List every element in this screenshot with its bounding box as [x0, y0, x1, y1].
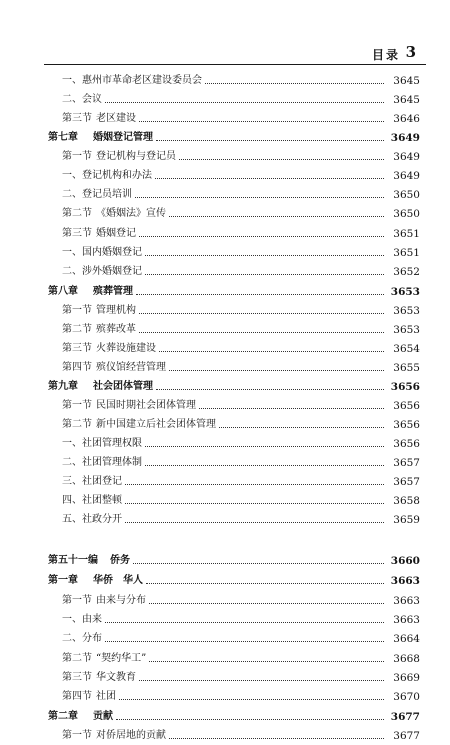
toc-entry-page: 3649: [390, 132, 420, 144]
dot-leader: [139, 313, 384, 314]
toc-entry-title: 老区建设: [96, 113, 136, 124]
toc-entry-page: 3651: [393, 247, 420, 259]
toc-entry[interactable]: [0, 416, 450, 434]
toc-entry-title: 二、涉外婚姻登记: [62, 266, 142, 277]
dot-leader: [145, 274, 384, 275]
dot-leader: [135, 197, 384, 198]
toc-entry-title: 贡献: [93, 711, 113, 722]
toc-entry-page: 3650: [393, 208, 420, 220]
dot-leader: [105, 102, 384, 103]
toc-entry-label: 第二章: [48, 711, 78, 722]
dot-leader: [145, 446, 384, 447]
toc-entry-page: 3649: [393, 170, 420, 182]
toc-entry[interactable]: [0, 110, 450, 128]
toc-entry[interactable]: [0, 205, 450, 223]
dot-leader: [116, 719, 384, 720]
toc-entry-page: 3654: [393, 343, 420, 355]
toc-entry-page: 3668: [393, 653, 420, 665]
toc-entry-title: 华侨 华人: [93, 575, 143, 586]
toc-entry[interactable]: [0, 511, 450, 529]
toc-entry-title: 殡葬管理: [93, 286, 133, 297]
toc-entry-title: 一、国内婚姻登记: [62, 247, 142, 258]
dot-leader: [119, 699, 384, 700]
toc-entry[interactable]: [0, 263, 450, 281]
header-rule: [44, 64, 426, 65]
dot-leader: [145, 255, 384, 256]
toc-entry-title: 登记机构与登记员: [96, 151, 176, 162]
toc-entry-page: 3664: [393, 633, 420, 645]
toc-entry[interactable]: [0, 630, 450, 648]
toc-entry-title: 二、会议: [62, 94, 102, 105]
dot-leader: [105, 622, 384, 623]
dot-leader: [136, 294, 384, 295]
toc-entry-title: 一、登记机构和办法: [62, 170, 152, 181]
toc-entry[interactable]: [0, 378, 450, 396]
toc-entry[interactable]: [0, 167, 450, 185]
toc-entry[interactable]: [0, 435, 450, 453]
toc-entry-title: 一、由来: [62, 614, 102, 625]
toc-entry-page: 3656: [393, 438, 420, 450]
toc-entry[interactable]: [0, 225, 450, 243]
toc-entry[interactable]: [0, 669, 450, 687]
toc-entry-label: 第一节: [62, 151, 92, 162]
toc-entry-label: 第一章: [48, 575, 78, 586]
toc-entry-title: 二、分布: [62, 633, 102, 644]
dot-leader: [156, 140, 384, 141]
toc-entry-page: 3650: [393, 189, 420, 201]
toc-entry-page: 3677: [393, 730, 420, 742]
toc-entry[interactable]: [0, 572, 450, 590]
dot-leader: [155, 178, 384, 179]
dot-leader: [125, 484, 384, 485]
toc-entry-page: 3656: [390, 381, 420, 393]
toc-entry-title: 新中国建立后社会团体管理: [96, 419, 216, 430]
dot-leader: [156, 389, 384, 390]
toc-entry-label: 第八章: [48, 286, 78, 297]
toc-entry[interactable]: [0, 340, 450, 358]
dot-leader: [146, 583, 384, 584]
toc-entry-page: 3659: [393, 514, 420, 526]
toc-entry-page: 3653: [390, 286, 420, 298]
toc-entry[interactable]: [0, 492, 450, 510]
toc-entry-title: 二、社团管理体制: [62, 457, 142, 468]
toc-entry-page: 3655: [393, 362, 420, 374]
toc-entry-label: 第四节: [62, 362, 92, 373]
toc-entry-label: 第二节: [62, 653, 92, 664]
dot-leader: [145, 465, 384, 466]
toc-entry[interactable]: [0, 91, 450, 109]
toc-entry-label: 第九章: [48, 381, 78, 392]
toc-entry-label: 第三节: [62, 343, 92, 354]
toc-entry-title: 三、社团登记: [62, 476, 122, 487]
toc-entry-title: 四、社团整顿: [62, 495, 122, 506]
toc-entry-page: 3653: [393, 324, 420, 336]
toc-entry[interactable]: [0, 727, 450, 745]
toc-entry-title: 民国时期社会团体管理: [96, 400, 196, 411]
toc-entry-label: 第三节: [62, 228, 92, 239]
dot-leader: [125, 503, 384, 504]
toc-entry-title: 社会团体管理: [93, 381, 153, 392]
toc-entry[interactable]: [0, 72, 450, 90]
toc-entry-label: 第四节: [62, 691, 92, 702]
dot-leader: [139, 332, 384, 333]
toc-entry[interactable]: [0, 473, 450, 491]
toc-entry-label: 第一节: [62, 595, 92, 606]
toc-entry[interactable]: [0, 397, 450, 415]
toc-entry-label: 第二节: [62, 419, 92, 430]
toc-entry-page: 3652: [393, 266, 420, 278]
dot-leader: [205, 83, 384, 84]
toc-entry-page: 3645: [393, 75, 420, 87]
dot-leader: [169, 370, 384, 371]
toc-entry[interactable]: [0, 611, 450, 629]
toc-entry-label: 第七章: [48, 132, 78, 143]
dot-leader: [219, 427, 384, 428]
toc-entry-title: “契约华工”: [96, 653, 147, 664]
toc-entry-page: 3663: [390, 575, 420, 587]
dot-leader: [139, 121, 384, 122]
dot-leader: [133, 563, 384, 564]
toc-entry[interactable]: [0, 592, 450, 610]
toc-entry[interactable]: [0, 129, 450, 147]
toc-entry-page: 3670: [393, 691, 420, 703]
toc-entry-page: 3645: [393, 94, 420, 106]
toc-entry[interactable]: [0, 688, 450, 706]
toc-entry-page: 3677: [390, 711, 420, 723]
toc-entry-title: 由来与分布: [96, 595, 146, 606]
toc-entry-title: 殡葬改革: [96, 324, 136, 335]
toc-entry-title: 二、登记员培训: [62, 189, 132, 200]
toc-entry-label: 第一节: [62, 400, 92, 411]
toc-entry-title: 婚姻登记: [96, 228, 136, 239]
toc-entry[interactable]: [0, 186, 450, 204]
toc-entry[interactable]: [0, 650, 450, 668]
toc-entry-title: 火葬设施建设: [96, 343, 156, 354]
page-number: 3: [405, 43, 416, 61]
toc-entry-title: 华文教育: [96, 672, 136, 683]
toc-entry-page: 3658: [393, 495, 420, 507]
toc-entry[interactable]: [0, 148, 450, 166]
toc-entry-title: 一、惠州市革命老区建设委员会: [62, 75, 202, 86]
toc-entry-title: 五、社政分开: [62, 514, 122, 525]
toc-entry[interactable]: [0, 708, 450, 726]
toc-entry-page: 3663: [393, 614, 420, 626]
dot-leader: [159, 351, 384, 352]
toc-entry-page: 3649: [393, 151, 420, 163]
toc-entry-label: 第五十一编: [48, 555, 98, 566]
dot-leader: [105, 641, 384, 642]
toc-entry[interactable]: [0, 283, 450, 301]
toc-entry-title: 管理机构: [96, 305, 136, 316]
toc-entry-title: 殡仪馆经营管理: [96, 362, 166, 373]
dot-leader: [149, 661, 384, 662]
toc-entry-page: 3657: [393, 457, 420, 469]
toc-entry-title: 对侨居地的贡献: [96, 730, 166, 741]
dot-leader: [179, 159, 384, 160]
dot-leader: [169, 216, 384, 217]
toc-entry-page: 3646: [393, 113, 420, 125]
toc-entry-label: 第三节: [62, 113, 92, 124]
toc-entry[interactable]: [0, 454, 450, 472]
toc-entry-label: 第三节: [62, 672, 92, 683]
toc-entry-title: 社团: [96, 691, 116, 702]
toc-entry[interactable]: [0, 302, 450, 320]
toc-entry-label: 第二节: [62, 208, 92, 219]
toc-entry-label: 第一节: [62, 730, 92, 741]
dot-leader: [149, 603, 384, 604]
toc-entry-page: 3656: [393, 400, 420, 412]
toc-entry-page: 3656: [393, 419, 420, 431]
toc-entry-page: 3653: [393, 305, 420, 317]
toc-entry-title: 一、社团管理权限: [62, 438, 142, 449]
toc-entry-page: 3657: [393, 476, 420, 488]
toc-entry-page: 3669: [393, 672, 420, 684]
toc-entry-page: 3660: [390, 555, 420, 567]
dot-leader: [199, 408, 384, 409]
toc-entry[interactable]: [0, 552, 450, 570]
dot-leader: [169, 738, 384, 739]
toc-entry[interactable]: [0, 359, 450, 377]
running-title: 目录: [371, 48, 400, 62]
toc-entry-label: 第二节: [62, 324, 92, 335]
toc-entry-title: 侨务: [110, 555, 130, 566]
page-header: [0, 44, 450, 66]
dot-leader: [125, 522, 384, 523]
toc-entry-page: 3663: [393, 595, 420, 607]
toc-entry-page: 3651: [393, 228, 420, 240]
toc-entry-label: 第一节: [62, 305, 92, 316]
toc-entry-title: 《婚姻法》宣传: [96, 208, 166, 219]
toc-entry-title: 婚姻登记管理: [93, 132, 153, 143]
dot-leader: [139, 236, 384, 237]
toc-entry[interactable]: [0, 321, 450, 339]
dot-leader: [139, 680, 384, 681]
toc-entry[interactable]: [0, 244, 450, 262]
